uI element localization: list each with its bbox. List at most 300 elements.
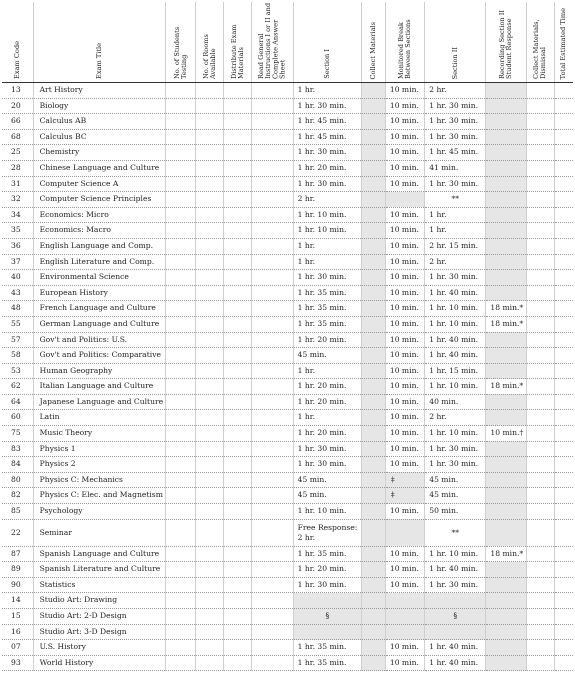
distribute-cell <box>224 562 252 578</box>
section-2-cell: 1 hr. 45 min. <box>425 145 486 161</box>
exam-title-cell: Economics: Macro <box>33 223 166 239</box>
total-cell <box>554 348 573 364</box>
break-cell: 10 min. <box>385 98 424 114</box>
distribute-cell <box>224 410 252 426</box>
exam-title-cell: Studio Art: 3-D Design <box>33 624 166 640</box>
collect-cell <box>362 655 386 671</box>
rooms-cell <box>196 472 224 488</box>
section-1-cell: 1 hr. 45 min. <box>293 114 361 130</box>
section-1-cell: 1 hr. 10 min. <box>293 504 361 520</box>
dismissal-cell <box>526 624 554 640</box>
distribute-cell <box>224 270 252 286</box>
dismissal-cell <box>526 363 554 379</box>
table-row <box>2 270 573 286</box>
exam-code-cell: 87 <box>2 546 33 562</box>
section-2-cell: 41 min. <box>425 160 486 176</box>
collect-cell <box>362 223 386 239</box>
students-cell <box>166 624 196 640</box>
read-instructions-cell <box>252 363 293 379</box>
section-1-cell: Free Response: 2 hr. <box>293 519 361 546</box>
break-cell: ‡ <box>385 488 424 504</box>
distribute-cell <box>224 145 252 161</box>
collect-cell <box>362 348 386 364</box>
distribute-cell <box>224 363 252 379</box>
distribute-cell <box>224 192 252 208</box>
dismissal-cell <box>526 577 554 593</box>
students-cell <box>166 488 196 504</box>
recording-cell: 18 min.* <box>486 379 526 395</box>
dismissal-cell <box>526 332 554 348</box>
exam-title-cell: Physics C: Mechanics <box>33 472 166 488</box>
rooms-cell <box>196 83 224 99</box>
total-cell <box>554 624 573 640</box>
collect-cell <box>362 577 386 593</box>
break-cell: 10 min. <box>385 176 424 192</box>
rooms-cell <box>196 519 224 546</box>
collect-cell <box>362 593 386 609</box>
rooms-cell <box>196 426 224 442</box>
section-2-cell: 2 hr. <box>425 410 486 426</box>
exam-code-cell: 14 <box>2 593 33 609</box>
section-1-cell: 1 hr. 30 min. <box>293 270 361 286</box>
read-instructions-cell <box>252 488 293 504</box>
table-row <box>2 254 573 270</box>
students-cell <box>166 270 196 286</box>
exam-title-cell: World History <box>33 655 166 671</box>
table-row <box>2 488 573 504</box>
section-1-cell: 45 min. <box>293 472 361 488</box>
total-cell <box>554 98 573 114</box>
total-cell <box>554 562 573 578</box>
section-2-cell: 1 hr. <box>425 223 486 239</box>
table-row <box>2 609 573 625</box>
recording-cell <box>486 254 526 270</box>
section-1-cell: 1 hr. <box>293 410 361 426</box>
exam-title-cell: Statistics <box>33 577 166 593</box>
section-2-cell: 1 hr. 30 min. <box>425 176 486 192</box>
distribute-cell <box>224 379 252 395</box>
students-cell <box>166 160 196 176</box>
read-instructions-cell <box>252 176 293 192</box>
distribute-cell <box>224 609 252 625</box>
rooms-cell <box>196 207 224 223</box>
read-instructions-cell <box>252 379 293 395</box>
collect-cell <box>362 285 386 301</box>
table-row <box>2 441 573 457</box>
collect-cell <box>362 410 386 426</box>
exam-title-cell: Music Theory <box>33 426 166 442</box>
break-cell: 10 min. <box>385 254 424 270</box>
recording-cell <box>486 160 526 176</box>
distribute-cell <box>224 441 252 457</box>
distribute-cell <box>224 98 252 114</box>
recording-cell <box>486 394 526 410</box>
exam-title-cell: Italian Language and Culture <box>33 379 166 395</box>
section-2-cell: 1 hr. 30 min. <box>425 577 486 593</box>
col-header-recording: Recording Section II Student Response <box>486 2 526 83</box>
total-cell <box>554 640 573 656</box>
section-1-cell: 1 hr. <box>293 238 361 254</box>
rooms-cell <box>196 624 224 640</box>
dismissal-cell <box>526 519 554 546</box>
recording-cell <box>486 348 526 364</box>
exam-code-cell: 89 <box>2 562 33 578</box>
break-cell <box>385 624 424 640</box>
total-cell <box>554 254 573 270</box>
section-2-cell <box>425 593 486 609</box>
students-cell <box>166 254 196 270</box>
total-cell <box>554 285 573 301</box>
section-2-cell: 1 hr. 30 min. <box>425 441 486 457</box>
section-2-cell: 1 hr. 30 min. <box>425 129 486 145</box>
rooms-cell <box>196 223 224 239</box>
total-cell <box>554 332 573 348</box>
exam-title-cell: Physics 1 <box>33 441 166 457</box>
section-1-cell: 1 hr. 20 min. <box>293 379 361 395</box>
col-header-read-instructions: Read General Instructions I or II and Complete Answer Sheet <box>252 2 293 83</box>
table-row <box>2 348 573 364</box>
recording-cell <box>486 270 526 286</box>
read-instructions-cell <box>252 441 293 457</box>
section-2-cell: 50 min. <box>425 504 486 520</box>
table-row <box>2 363 573 379</box>
students-cell <box>166 577 196 593</box>
section-2-cell: 1 hr. 40 min. <box>425 285 486 301</box>
col-header-distribute: Distribute Exam Materials <box>224 2 252 83</box>
collect-cell <box>362 301 386 317</box>
recording-cell <box>486 98 526 114</box>
rooms-cell <box>196 192 224 208</box>
section-1-cell: 1 hr. 20 min. <box>293 160 361 176</box>
students-cell <box>166 593 196 609</box>
exam-title-cell: Biology <box>33 98 166 114</box>
total-cell <box>554 176 573 192</box>
exam-title-cell: Studio Art: Drawing <box>33 593 166 609</box>
read-instructions-cell <box>252 426 293 442</box>
rooms-cell <box>196 254 224 270</box>
dismissal-cell <box>526 394 554 410</box>
section-2-cell: 1 hr. 10 min. <box>425 301 486 317</box>
distribute-cell <box>224 593 252 609</box>
recording-cell <box>486 472 526 488</box>
recording-cell <box>486 441 526 457</box>
section-2-cell: 1 hr. 15 min. <box>425 363 486 379</box>
table-row <box>2 160 573 176</box>
col-header-section-2: Section II <box>425 2 486 83</box>
break-cell: 10 min. <box>385 160 424 176</box>
break-cell: 10 min. <box>385 562 424 578</box>
read-instructions-cell <box>252 316 293 332</box>
students-cell <box>166 83 196 99</box>
exam-title-cell: Environmental Science <box>33 270 166 286</box>
section-1-cell <box>293 593 361 609</box>
total-cell <box>554 593 573 609</box>
exam-title-cell: English Language and Comp. <box>33 238 166 254</box>
table-row <box>2 332 573 348</box>
break-cell <box>385 593 424 609</box>
break-cell: 10 min. <box>385 207 424 223</box>
distribute-cell <box>224 577 252 593</box>
recording-cell <box>486 332 526 348</box>
collect-cell <box>362 504 386 520</box>
section-2-cell: 1 hr. 10 min. <box>425 379 486 395</box>
rooms-cell <box>196 285 224 301</box>
collect-cell <box>362 83 386 99</box>
total-cell <box>554 394 573 410</box>
section-1-cell: 1 hr. 10 min. <box>293 223 361 239</box>
section-1-cell: 1 hr. 10 min. <box>293 207 361 223</box>
read-instructions-cell <box>252 348 293 364</box>
section-2-cell: 1 hr. 40 min. <box>425 562 486 578</box>
exam-code-cell: 85 <box>2 504 33 520</box>
total-cell <box>554 192 573 208</box>
dismissal-cell <box>526 192 554 208</box>
read-instructions-cell <box>252 410 293 426</box>
rooms-cell <box>196 145 224 161</box>
recording-cell <box>486 238 526 254</box>
recording-cell <box>486 129 526 145</box>
collect-cell <box>362 254 386 270</box>
rooms-cell <box>196 441 224 457</box>
exam-title-cell: Spanish Literature and Culture <box>33 562 166 578</box>
collect-cell <box>362 562 386 578</box>
section-1-cell: 1 hr. 20 min. <box>293 332 361 348</box>
section-2-cell: 1 hr. 40 min. <box>425 655 486 671</box>
students-cell <box>166 207 196 223</box>
total-cell <box>554 363 573 379</box>
recording-cell: 18 min.* <box>486 301 526 317</box>
section-2-cell: 2 hr. <box>425 83 486 99</box>
read-instructions-cell <box>252 593 293 609</box>
dismissal-cell <box>526 640 554 656</box>
exam-code-cell: 68 <box>2 129 33 145</box>
break-cell: 10 min. <box>385 394 424 410</box>
distribute-cell <box>224 348 252 364</box>
total-cell <box>554 83 573 99</box>
rooms-cell <box>196 504 224 520</box>
exam-code-cell: 80 <box>2 472 33 488</box>
break-cell: 10 min. <box>385 83 424 99</box>
recording-cell <box>486 519 526 546</box>
table-row <box>2 593 573 609</box>
dismissal-cell <box>526 655 554 671</box>
table-row <box>2 145 573 161</box>
collect-cell <box>362 145 386 161</box>
exam-code-cell: 58 <box>2 348 33 364</box>
recording-cell <box>486 207 526 223</box>
col-header-section-1: Section I <box>293 2 361 83</box>
collect-cell <box>362 457 386 473</box>
recording-cell <box>486 114 526 130</box>
section-2-cell: § <box>425 609 486 625</box>
table-row <box>2 394 573 410</box>
exam-title-cell: Gov't and Politics: U.S. <box>33 332 166 348</box>
distribute-cell <box>224 223 252 239</box>
dismissal-cell <box>526 348 554 364</box>
collect-cell <box>362 519 386 546</box>
col-header-code: Exam Code <box>2 2 33 83</box>
collect-cell <box>362 488 386 504</box>
students-cell <box>166 145 196 161</box>
col-header-rooms: No. of Rooms Available <box>196 2 224 83</box>
students-cell <box>166 426 196 442</box>
exam-code-cell: 53 <box>2 363 33 379</box>
exam-code-cell: 34 <box>2 207 33 223</box>
read-instructions-cell <box>252 285 293 301</box>
distribute-cell <box>224 207 252 223</box>
break-cell: 10 min. <box>385 457 424 473</box>
recording-cell <box>486 562 526 578</box>
read-instructions-cell <box>252 332 293 348</box>
read-instructions-cell <box>252 301 293 317</box>
exam-code-cell: 90 <box>2 577 33 593</box>
recording-cell: 18 min.* <box>486 316 526 332</box>
dismissal-cell <box>526 160 554 176</box>
dismissal-cell <box>526 504 554 520</box>
exam-code-cell: 37 <box>2 254 33 270</box>
table-row <box>2 176 573 192</box>
read-instructions-cell <box>252 640 293 656</box>
dismissal-cell <box>526 223 554 239</box>
dismissal-cell <box>526 98 554 114</box>
rooms-cell <box>196 577 224 593</box>
exam-title-cell: Japanese Language and Culture <box>33 394 166 410</box>
read-instructions-cell <box>252 546 293 562</box>
dismissal-cell <box>526 254 554 270</box>
dismissal-cell <box>526 301 554 317</box>
section-2-cell: 1 hr. <box>425 207 486 223</box>
exam-code-cell: 36 <box>2 238 33 254</box>
total-cell <box>554 519 573 546</box>
dismissal-cell <box>526 285 554 301</box>
read-instructions-cell <box>252 83 293 99</box>
distribute-cell <box>224 472 252 488</box>
section-1-cell: 1 hr. 30 min. <box>293 145 361 161</box>
read-instructions-cell <box>252 129 293 145</box>
distribute-cell <box>224 238 252 254</box>
section-1-cell: 1 hr. 20 min. <box>293 426 361 442</box>
collect-cell <box>362 270 386 286</box>
students-cell <box>166 655 196 671</box>
section-2-cell: 1 hr. 40 min. <box>425 348 486 364</box>
total-cell <box>554 316 573 332</box>
exam-code-cell: 62 <box>2 379 33 395</box>
exam-code-cell: 16 <box>2 624 33 640</box>
table-row <box>2 640 573 656</box>
students-cell <box>166 129 196 145</box>
collect-cell <box>362 192 386 208</box>
table-row <box>2 192 573 208</box>
dismissal-cell <box>526 593 554 609</box>
exam-title-cell: Spanish Language and Culture <box>33 546 166 562</box>
table-row <box>2 624 573 640</box>
exam-code-cell: 57 <box>2 332 33 348</box>
distribute-cell <box>224 457 252 473</box>
recording-cell <box>486 145 526 161</box>
exam-code-cell: 84 <box>2 457 33 473</box>
rooms-cell <box>196 394 224 410</box>
section-2-cell: 1 hr. 30 min. <box>425 457 486 473</box>
table-row <box>2 223 573 239</box>
read-instructions-cell <box>252 223 293 239</box>
section-1-cell <box>293 624 361 640</box>
col-header-dismissal: Collect Materials, Dismissal <box>526 2 554 83</box>
students-cell <box>166 519 196 546</box>
exam-code-cell: 32 <box>2 192 33 208</box>
section-2-cell: 2 hr. <box>425 254 486 270</box>
section-1-cell: 1 hr. 35 min. <box>293 655 361 671</box>
exam-code-cell: 55 <box>2 316 33 332</box>
read-instructions-cell <box>252 577 293 593</box>
exam-code-cell: 48 <box>2 301 33 317</box>
table-row <box>2 114 573 130</box>
exam-title-cell: Calculus AB <box>33 114 166 130</box>
break-cell: 10 min. <box>385 145 424 161</box>
break-cell: 10 min. <box>385 363 424 379</box>
recording-cell <box>486 83 526 99</box>
break-cell: 10 min. <box>385 114 424 130</box>
total-cell <box>554 655 573 671</box>
total-cell <box>554 270 573 286</box>
distribute-cell <box>224 546 252 562</box>
distribute-cell <box>224 129 252 145</box>
exam-title-cell: Studio Art: 2-D Design <box>33 609 166 625</box>
students-cell <box>166 176 196 192</box>
read-instructions-cell <box>252 207 293 223</box>
recording-cell: 10 min.† <box>486 426 526 442</box>
distribute-cell <box>224 83 252 99</box>
exam-title-cell: Physics 2 <box>33 457 166 473</box>
table-row <box>2 457 573 473</box>
students-cell <box>166 394 196 410</box>
recording-cell <box>486 176 526 192</box>
col-header-title: Exam Title <box>33 2 166 83</box>
dismissal-cell <box>526 441 554 457</box>
students-cell <box>166 640 196 656</box>
rooms-cell <box>196 316 224 332</box>
read-instructions-cell <box>252 457 293 473</box>
dismissal-cell <box>526 379 554 395</box>
exam-title-cell: Gov't and Politics: Comparative <box>33 348 166 364</box>
exam-code-cell: 22 <box>2 519 33 546</box>
rooms-cell <box>196 379 224 395</box>
recording-cell <box>486 593 526 609</box>
section-2-cell: 1 hr. 10 min. <box>425 546 486 562</box>
total-cell <box>554 223 573 239</box>
section-2-cell: 45 min. <box>425 488 486 504</box>
break-cell: 10 min. <box>385 301 424 317</box>
rooms-cell <box>196 640 224 656</box>
break-cell: 10 min. <box>385 316 424 332</box>
dismissal-cell <box>526 129 554 145</box>
dismissal-cell <box>526 114 554 130</box>
collect-cell <box>362 472 386 488</box>
total-cell <box>554 238 573 254</box>
section-1-cell: 45 min. <box>293 488 361 504</box>
section-1-cell: 1 hr. 30 min. <box>293 176 361 192</box>
distribute-cell <box>224 114 252 130</box>
section-1-cell: 1 hr. 45 min. <box>293 129 361 145</box>
col-header-students: No. of Students Testing <box>166 2 196 83</box>
section-1-cell: 1 hr. 30 min. <box>293 98 361 114</box>
section-1-cell: 1 hr. 30 min. <box>293 441 361 457</box>
table-body <box>2 83 573 671</box>
students-cell <box>166 98 196 114</box>
section-1-cell: § <box>293 609 361 625</box>
exam-code-cell: 66 <box>2 114 33 130</box>
break-cell: ‡ <box>385 472 424 488</box>
total-cell <box>554 546 573 562</box>
